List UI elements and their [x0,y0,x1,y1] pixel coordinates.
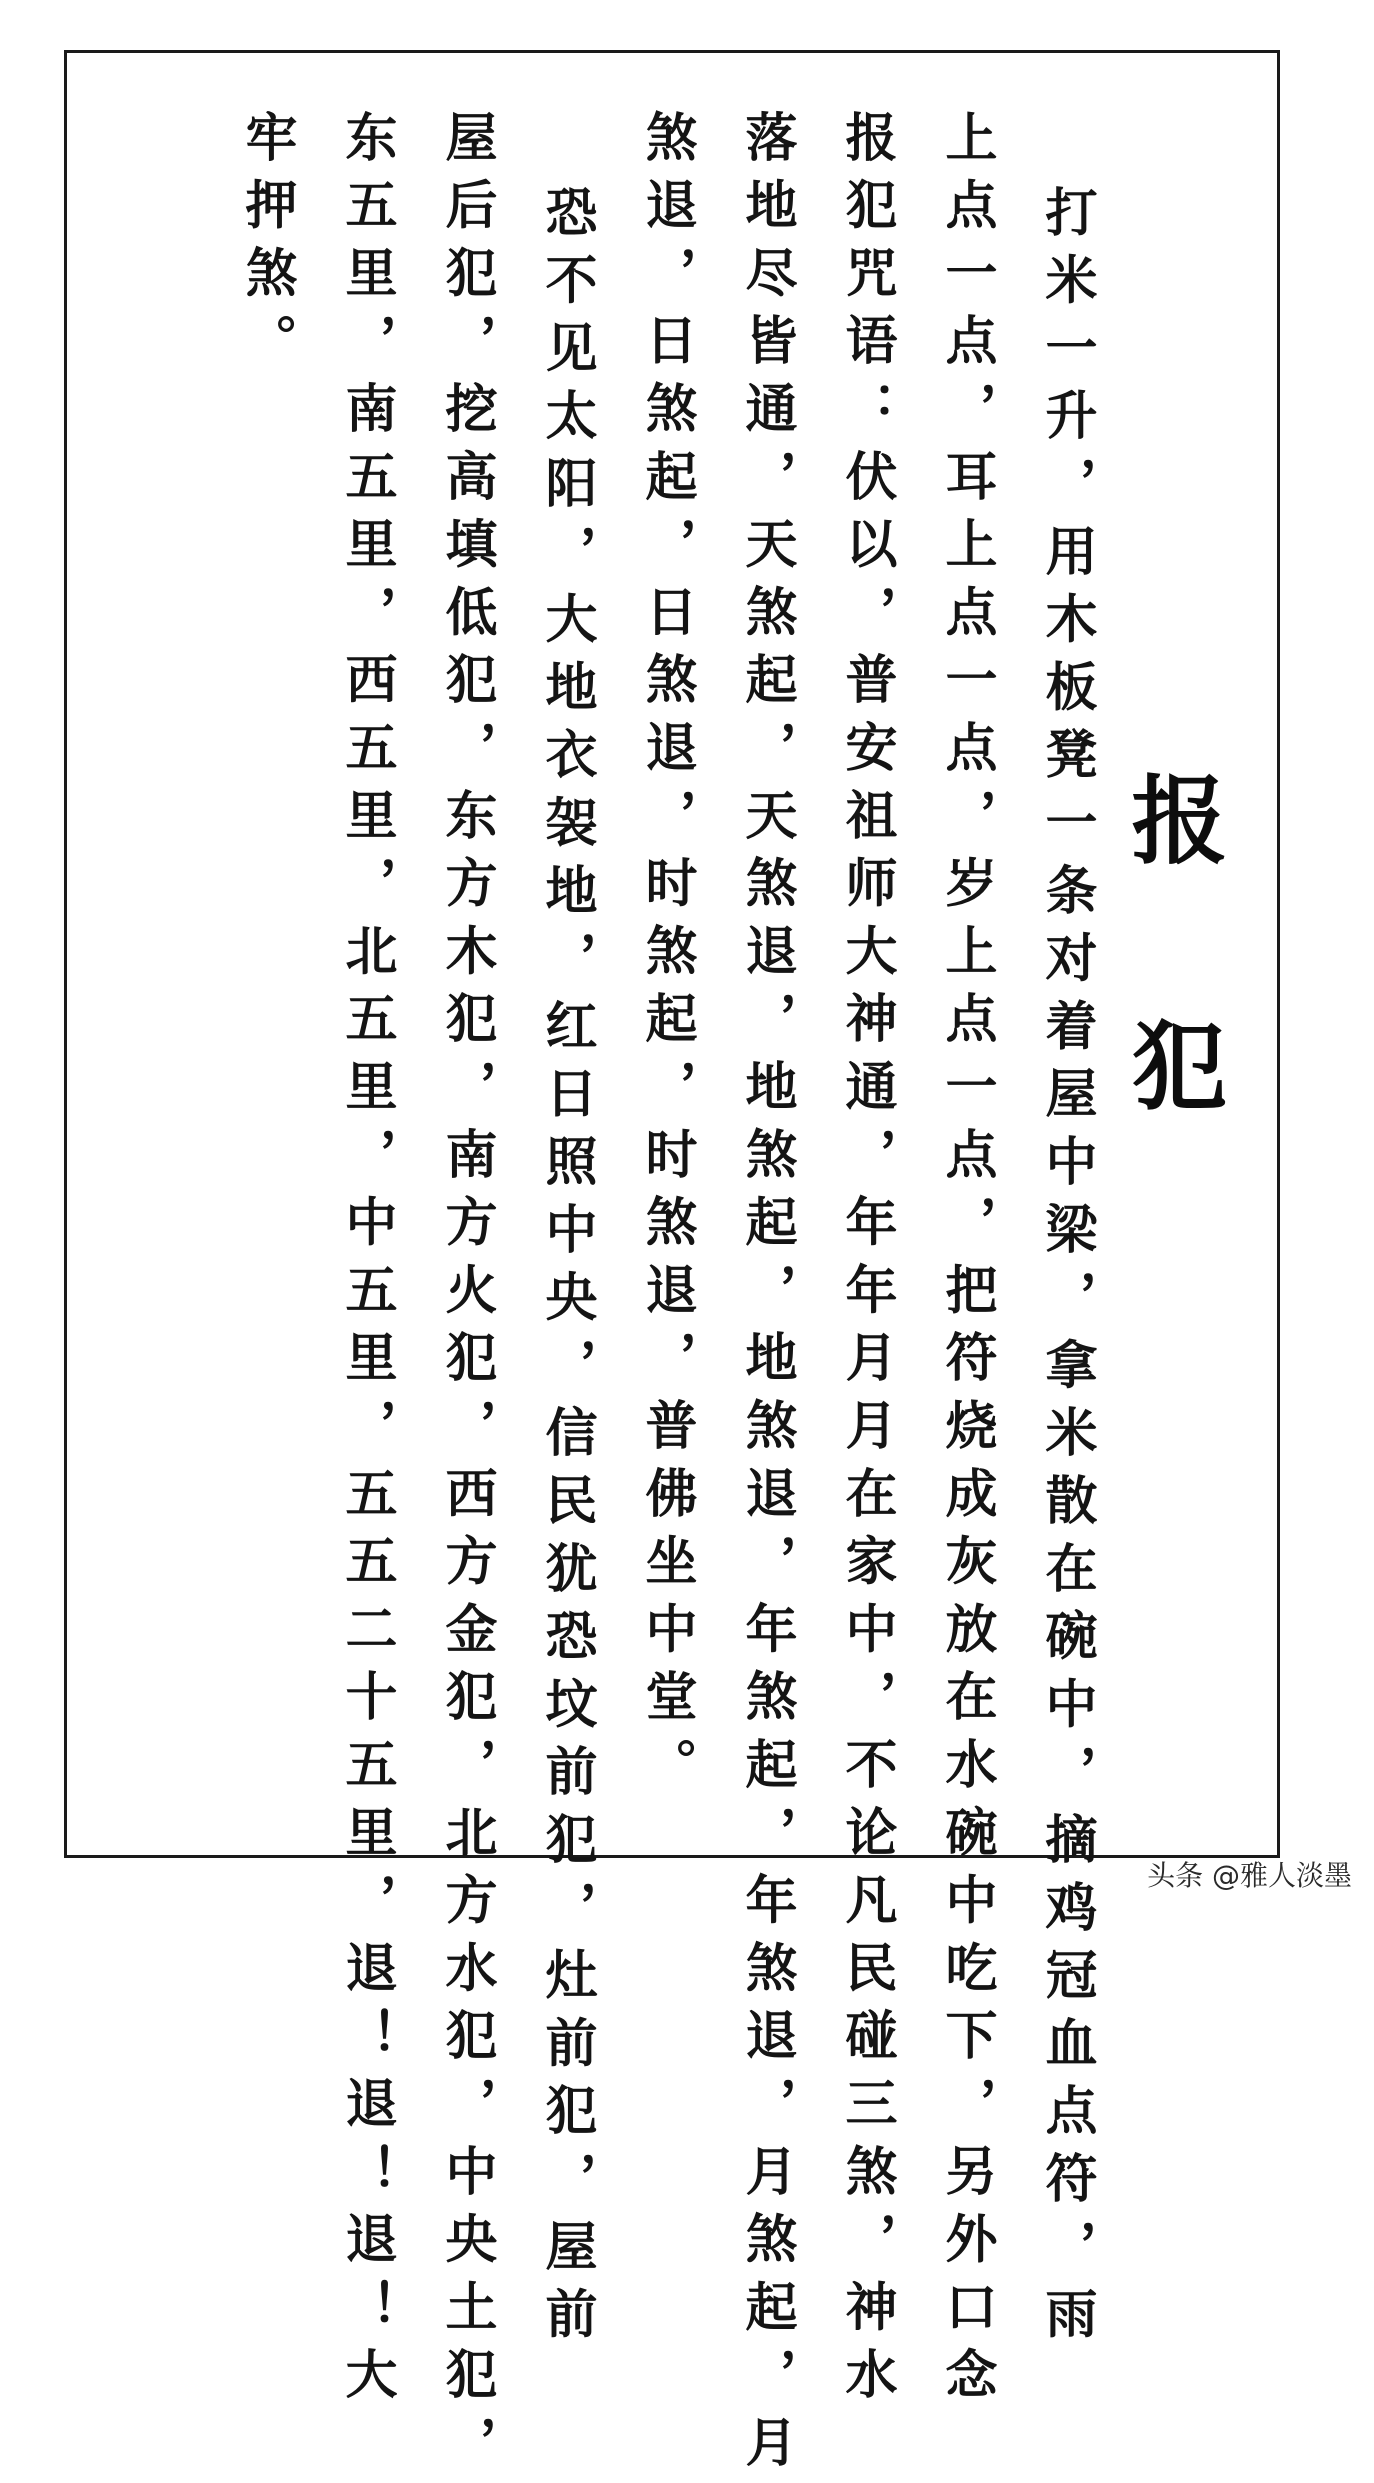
page-title: 报犯 [1116,770,1229,1262]
text-column-9: 牢押煞。 [236,110,297,382]
text-column-4: 落地尽皆通，天煞起，天煞退，地煞起，地煞退，年煞起，年煞退，月煞起，月 [736,110,797,2483]
text-column-7: 屋后犯，挖高填低犯，东方木犯，南方火犯，西方金犯，北方水犯，中央土犯， [436,110,497,2483]
text-column-6: 恐不见太阳，大地衣袈地，红日照中央，信民犹恐坟前犯，灶前犯，屋前 [536,185,597,2355]
source-watermark: 头条 @雅人淡墨 [1147,1859,1352,1892]
text-column-5: 煞退，日煞起，日煞退，时煞起，时煞退，普佛坐中堂。 [636,110,697,1805]
text-column-1: 打米一升，用木板凳一条对着屋中梁，拿米散在碗中，摘鸡冠血点符，雨 [1036,185,1097,2355]
text-column-2: 上点一点，耳上点一点，岁上点一点，把符烧成灰放在水碗中吃下，另外口念 [936,110,997,2416]
text-column-3: 报犯咒语：伏以，普安祖师大神通，年年月月在家中，不论凡民碰三煞，神水 [836,110,897,2416]
text-column-8: 东五里，南五里，西五里，北五里，中五里，五五二十五里，退！退！退！大 [336,110,397,2416]
